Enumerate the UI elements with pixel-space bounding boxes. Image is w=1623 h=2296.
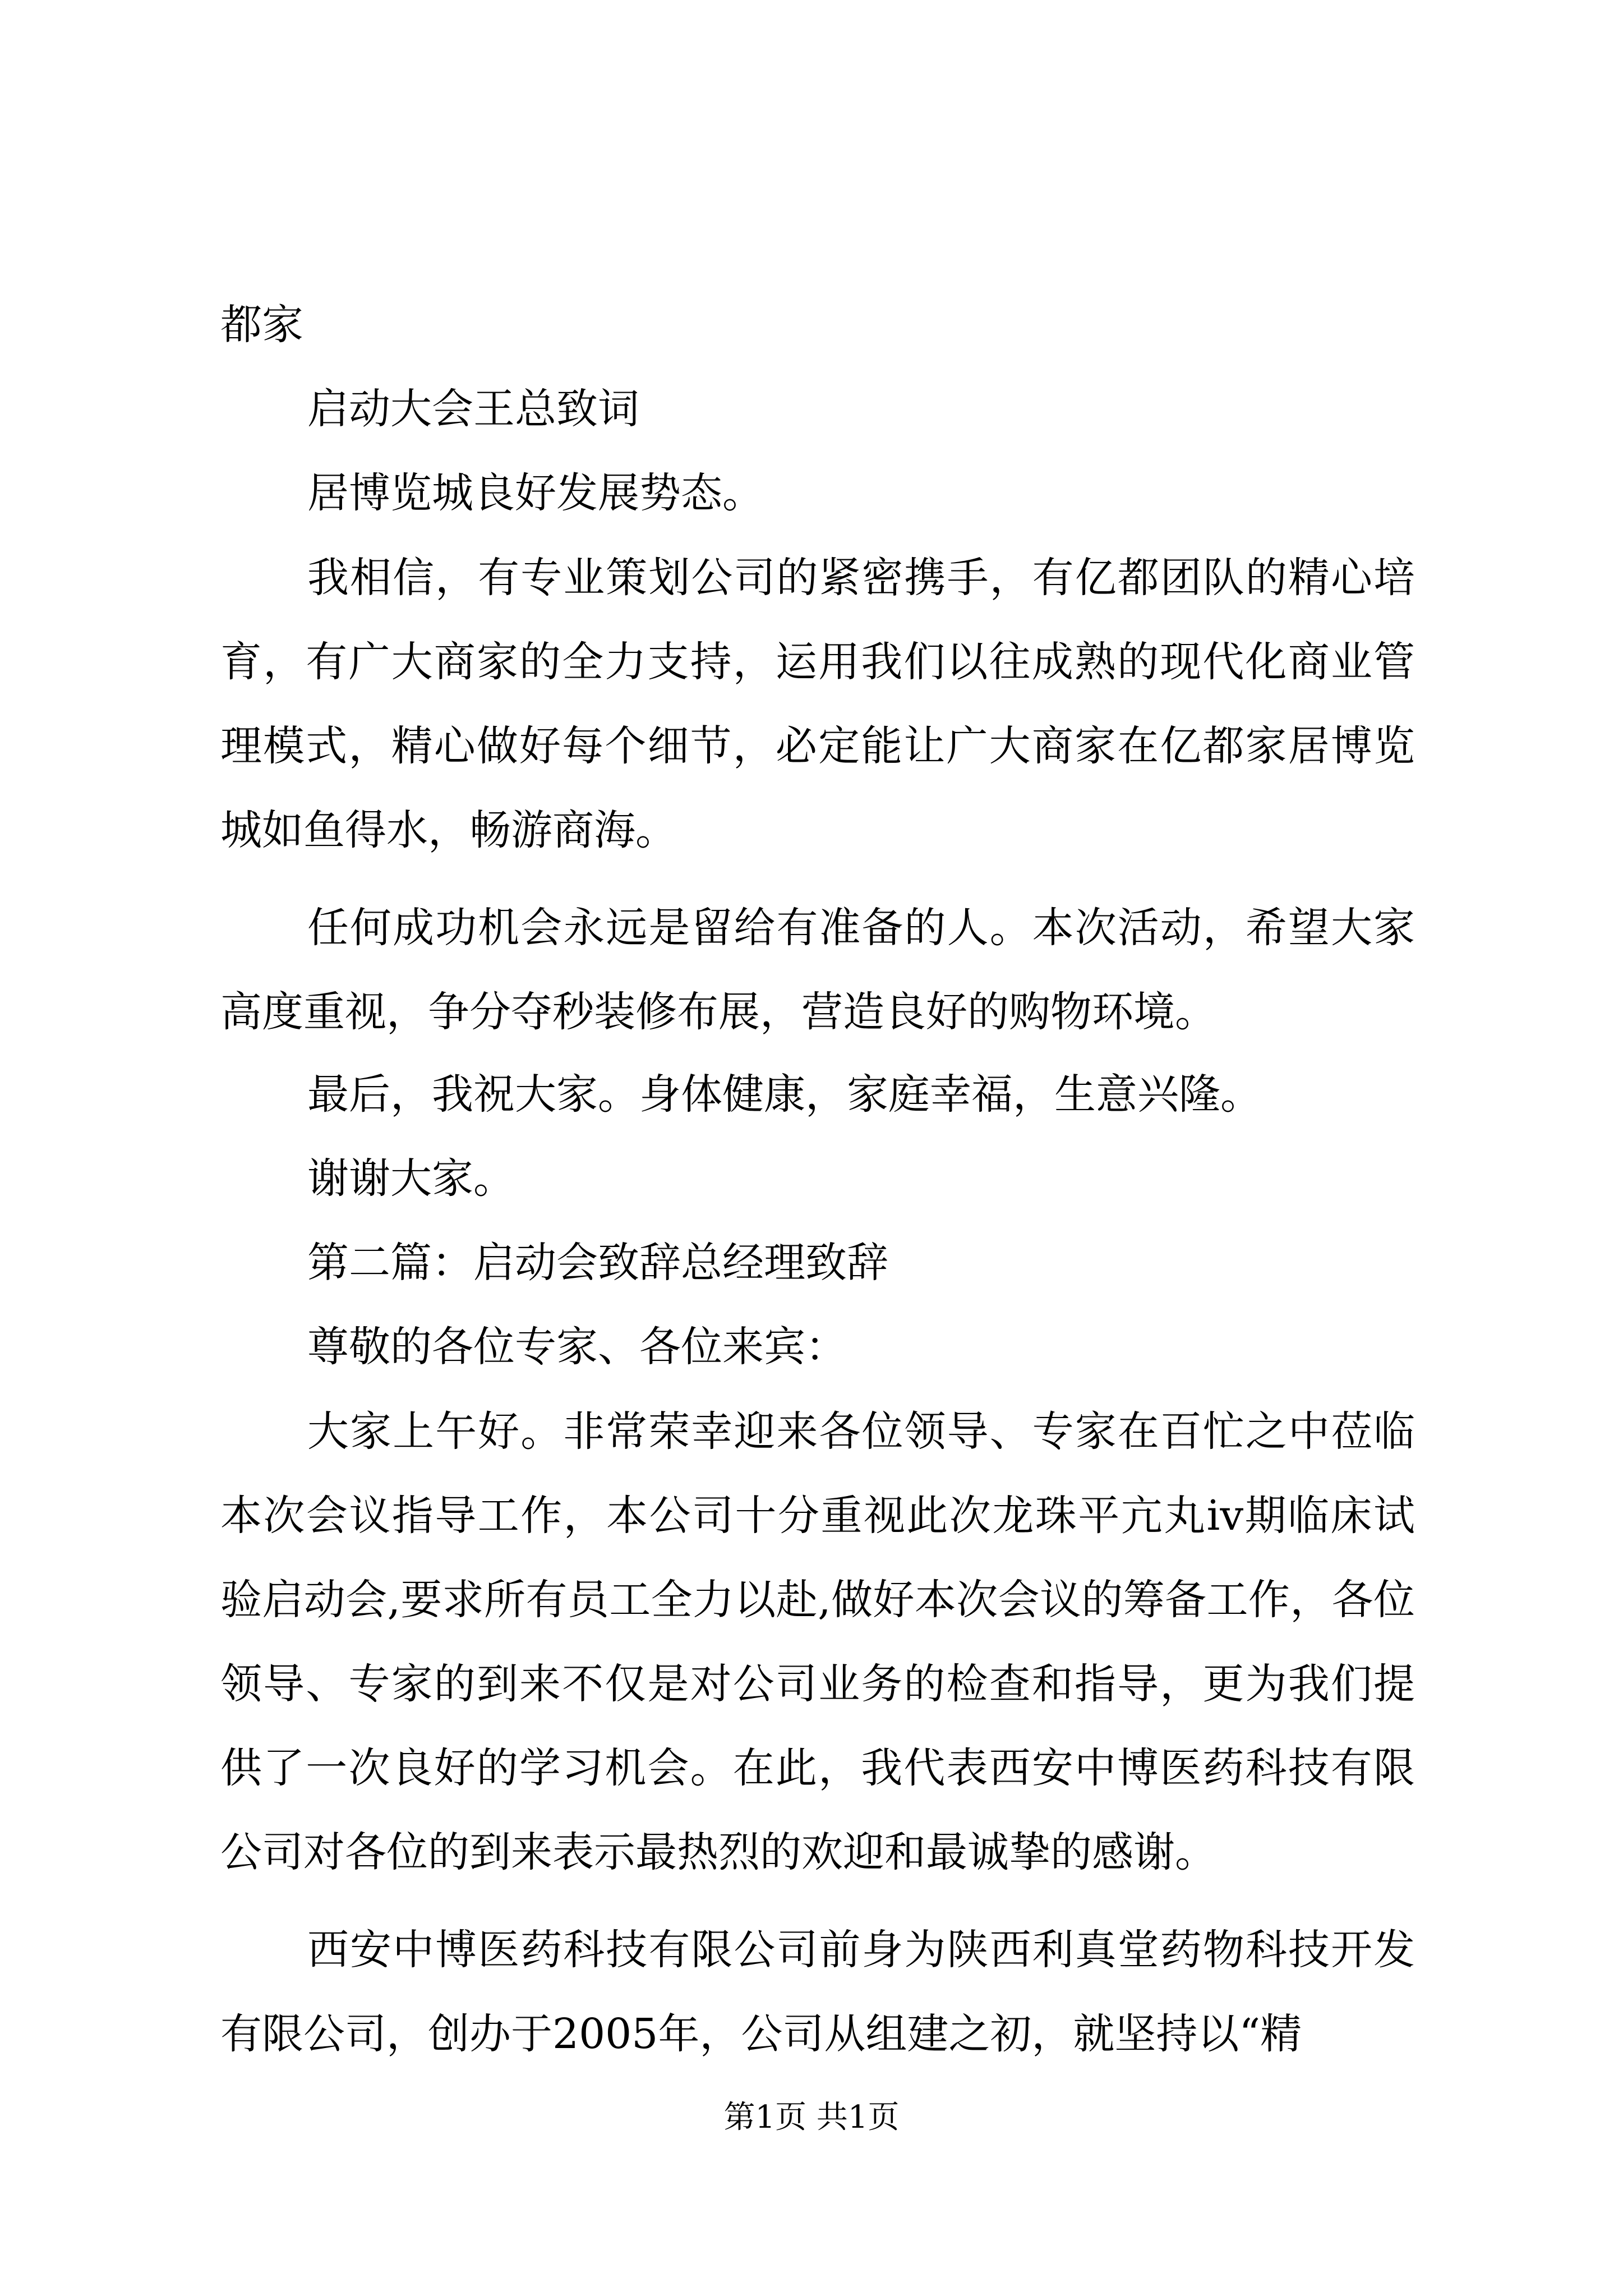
paragraph-3: 居博览城良好发展势态。 [307,469,764,517]
paragraph-6: 最后，我祝大家。身体健康，家庭幸福，生意兴隆。 [307,1070,1262,1119]
paragraph-4: 我相信，有专业策划公司的紧密携手，有亿都团队的精心培育，有广大商家的全力支持，运用我们以往成熟的现代化商业管理模式，精心做好每个细节，必定能让广大商家在亿都家居博览城如鱼得水，畅游商海。 [220,554,1415,854]
section-heading: 第二篇：启动会致辞总经理致辞 [307,1239,888,1287]
salutation: 尊敬的各位专家、各位来宾： [307,1323,847,1371]
document-body [220,296,1415,2076]
paragraph-9: 西安中博医药科技有限公司前身为陕西利真堂药物科技开发有限公司，创办于2005年，公司从组建之初，就坚持以“精 [220,1926,1415,2058]
paragraph-2: 启动大会王总致词 [307,385,639,433]
page-footer: 第1页 共1页 [723,2099,900,2136]
paragraph-1: 都家 [220,301,303,349]
paragraph-7: 谢谢大家。 [307,1154,515,1203]
paragraph-5: 任何成功机会永远是留给有准备的人。本次活动，希望大家高度重视，争分夺秒装修布展，营造良好的购物环境。 [220,904,1415,1036]
paragraph-8: 大家上午好。非常荣幸迎来各位领导、专家在百忙之中莅临本次会议指导工作，本公司十分重视此次龙珠平亢丸iv期临床试验启动会,要求所有员工全力以赴,做好本次会议的筹备工作，各位领导、专家的到来不仅是对公司业务的检查和指导，更为我们提供了一次良好的学习机会。在此，我代表西安中博医药科技有限公司对各位的到来表示最热烈的欢迎和最诚挚的感谢。 [220,1407,1415,1876]
